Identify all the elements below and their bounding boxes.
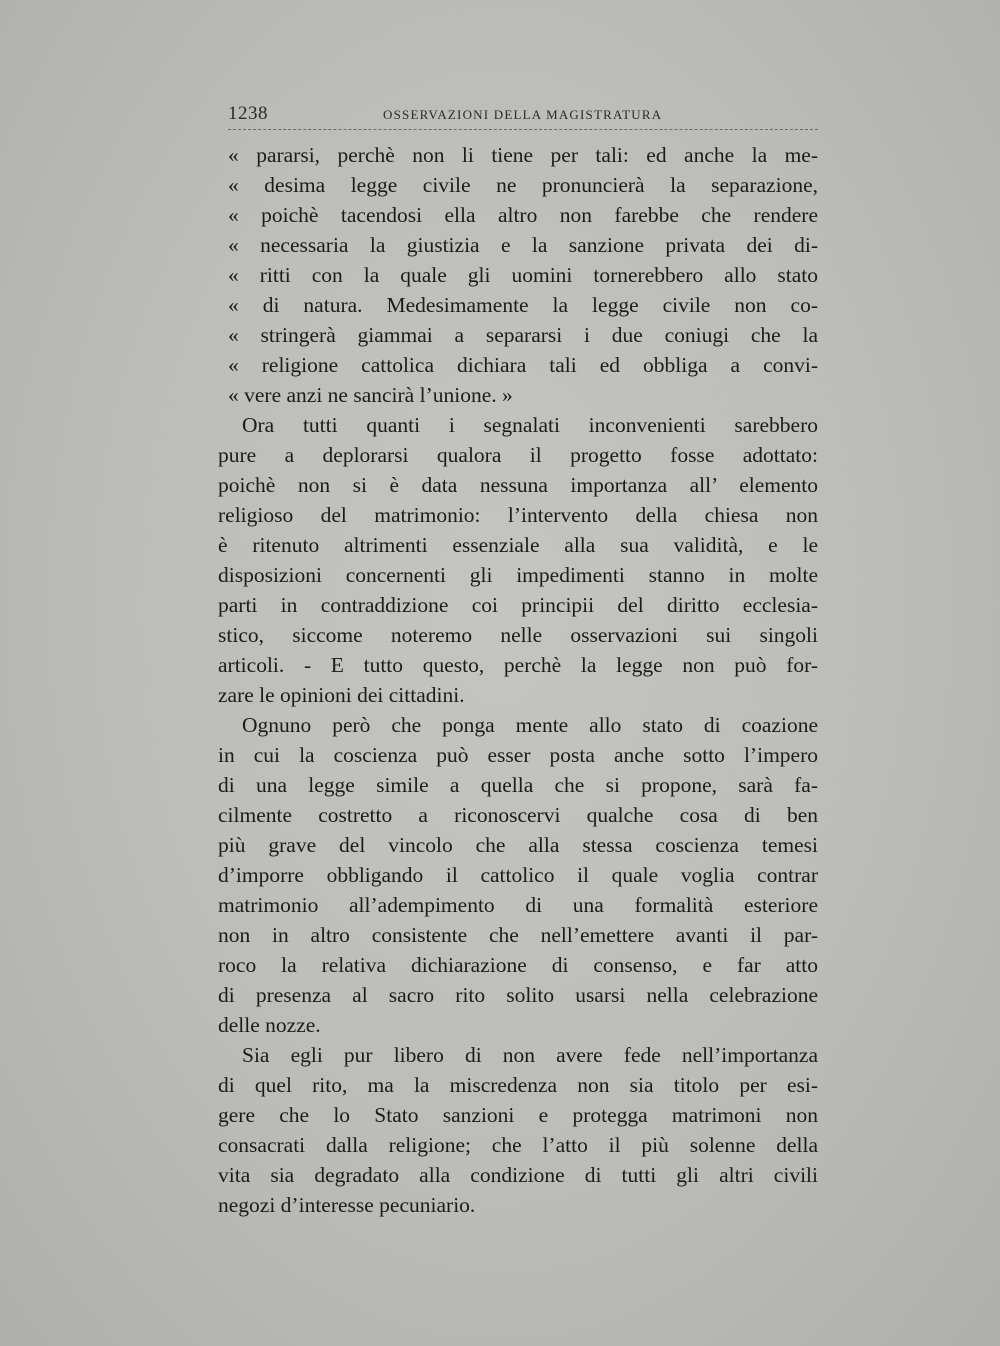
- text-line: Ora tutti quanti i segnalati inconvenienti sarebbero: [242, 413, 818, 437]
- text-line: cilmente costretto a riconoscervi qualche cosa di ben: [218, 803, 818, 827]
- page-number: 1238: [228, 103, 268, 124]
- text-line: Sia egli pur libero di non avere fede nell’importanza: [242, 1043, 818, 1067]
- text-line: negozi d’interesse pecuniario.: [218, 1193, 476, 1217]
- text-line: di presenza al sacro rito solito usarsi nella celebrazione: [218, 983, 818, 1007]
- text-line: « necessaria la giustizia e la sanzione privata dei di-: [228, 233, 818, 257]
- text-line: « stringerà giammai a separarsi i due coniugi che la: [228, 323, 818, 347]
- text-line: vita sia degradato alla condizione di tutti gli altri civili: [218, 1163, 818, 1187]
- text-line: in cui la coscienza può esser posta anche sotto l’impero: [218, 743, 818, 767]
- text-line: « poichè tacendosi ella altro non farebbe che rendere: [228, 203, 818, 227]
- text-line: di una legge simile a quella che si propone, sarà fa-: [218, 773, 818, 797]
- text-line: « desima legge civile ne pronuncierà la separazione,: [228, 173, 818, 197]
- running-head: OSSERVAZIONI DELLA MAGISTRATURA: [383, 107, 663, 122]
- header-rule: [228, 129, 818, 130]
- text-line: « ritti con la quale gli uomini tornerebbero allo stato: [228, 263, 818, 287]
- text-line: gere che lo Stato sanzioni e protegga matrimoni non: [218, 1103, 818, 1127]
- text-line: non in altro consistente che nell’emettere avanti il par-: [218, 923, 818, 947]
- page-header: [228, 103, 818, 127]
- text-line: « vere anzi ne sancirà l’unione. »: [228, 383, 513, 407]
- text-line: roco la relativa dichiarazione di consenso, e far atto: [218, 953, 818, 977]
- body-text: [218, 140, 818, 1220]
- text-line: più grave del vincolo che alla stessa coscienza temesi: [218, 833, 818, 857]
- text-line: religioso del matrimonio: l’intervento della chiesa non: [218, 503, 818, 527]
- text-line: di quel rito, ma la miscredenza non sia titolo per esi-: [218, 1073, 818, 1097]
- text-line: « pararsi, perchè non li tiene per tali: ed anche la me-: [228, 143, 818, 167]
- text-line: matrimonio all’adempimento di una formalità esteriore: [218, 893, 818, 917]
- text-line: d’imporre obbligando il cattolico il quale voglia contrar: [218, 863, 818, 887]
- text-line: Ognuno però che ponga mente allo stato di coazione: [242, 713, 818, 737]
- text-line: è ritenuto altrimenti essenziale alla sua validità, e le: [218, 533, 818, 557]
- text-line: parti in contraddizione coi principii del diritto ecclesia-: [218, 593, 818, 617]
- text-line: consacrati dalla religione; che l’atto il più solenne della: [218, 1133, 818, 1157]
- text-line: « religione cattolica dichiara tali ed obbliga a convi-: [228, 353, 818, 377]
- text-line: pure a deplorarsi qualora il progetto fosse adottato:: [218, 443, 818, 467]
- text-line: delle nozze.: [218, 1013, 321, 1037]
- text-line: poichè non si è data nessuna importanza all’ elemento: [218, 473, 818, 497]
- text-line: disposizioni concernenti gli impedimenti stanno in molte: [218, 563, 818, 587]
- text-line: « di natura. Medesimamente la legge civile non co-: [228, 293, 818, 317]
- text-line: articoli. - E tutto questo, perchè la legge non può for-: [218, 653, 818, 677]
- text-line: zare le opinioni dei cittadini.: [218, 683, 465, 707]
- text-line: stico, siccome noteremo nelle osservazioni sui singoli: [218, 623, 818, 647]
